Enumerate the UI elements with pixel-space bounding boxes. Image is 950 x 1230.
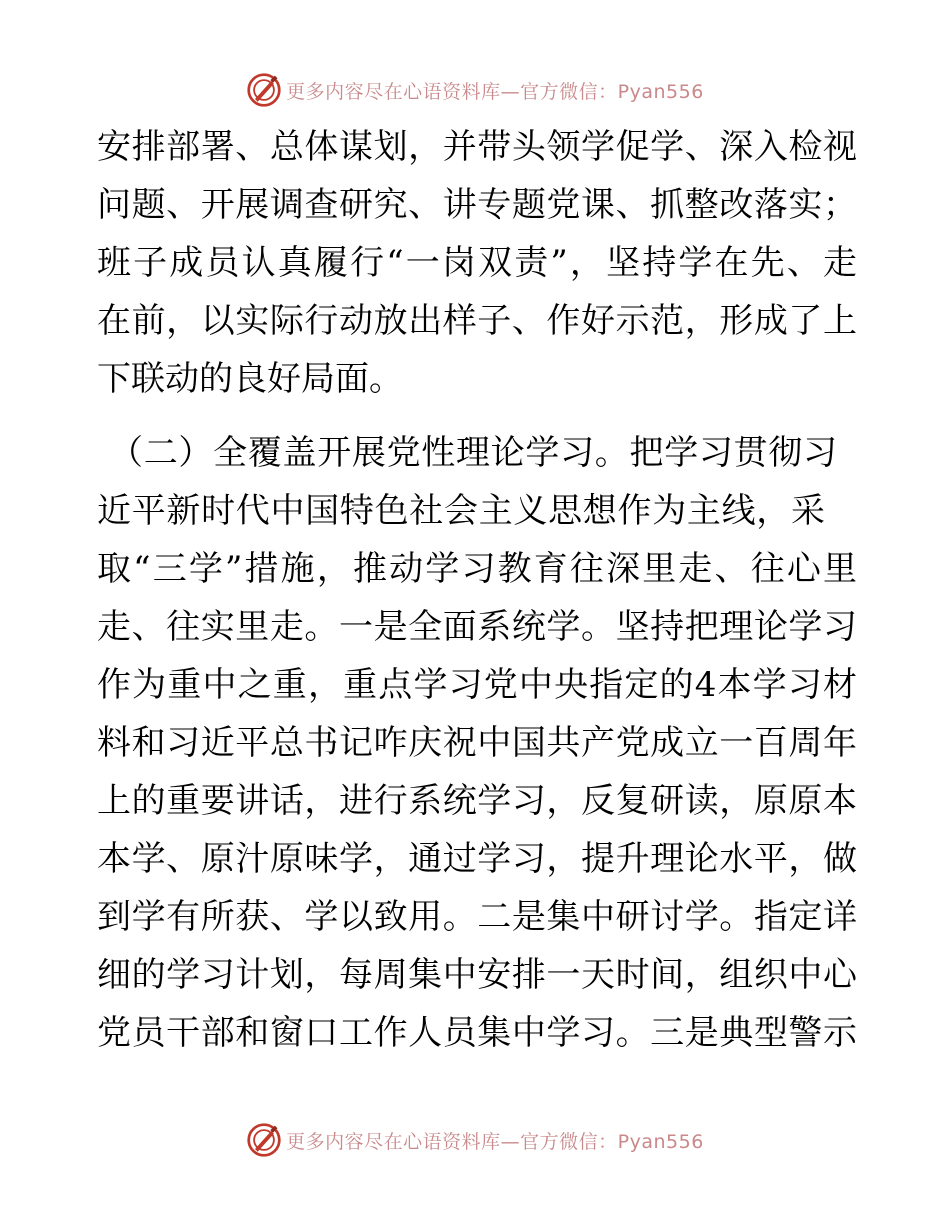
text-line: 本学、原汁原味学，通过学习，提升理论水平，做: [97, 839, 857, 879]
text-line: （二）全覆盖开展党性理论学习。把学习贯彻习: [109, 433, 837, 473]
text-line: 料和习近平总书记咋庆祝中国共产党成立一百周年: [97, 723, 857, 763]
text-line: 近平新时代中国特色社会主义思想作为主线，采: [97, 491, 825, 531]
text-line: 到学有所获、学以致用。二是集中研讨学。指定详: [97, 897, 857, 937]
text-line: 下联动的良好局面。: [97, 359, 403, 399]
text-line: 上的重要讲话，进行系统学习，反复研读，原原本: [97, 781, 857, 821]
text-line: 走、往实里走。一是全面系统学。坚持把理论学习: [97, 607, 857, 647]
text-line: 班子成员认真履行“一岗双责”，坚持学在先、走: [97, 243, 857, 283]
paragraph-2: [97, 424, 857, 1062]
header-banner: [0, 70, 950, 110]
body-text: [97, 118, 857, 1062]
logo-icon: [246, 1122, 282, 1158]
text-line: 在前，以实际行动放出样子、作好示范，形成了上: [97, 301, 857, 341]
footer-banner-text: 更多内容尽在心语资料库—官方微信：Pyan556: [286, 1130, 704, 1153]
text-line: 问题、开展调查研究、讲专题党课、抓整改落实；: [97, 185, 857, 225]
footer-banner: [0, 1120, 950, 1160]
text-line: 安排部署、总体谋划，并带头领学促学、深入检视: [97, 127, 857, 167]
header-banner-text: 更多内容尽在心语资料库—官方微信：Pyan556: [286, 80, 704, 103]
paragraph-1: [97, 118, 857, 408]
logo-icon: [246, 72, 282, 108]
text-line: 取“三学”措施，推动学习教育往深里走、往心里: [97, 549, 857, 589]
text-line: 作为重中之重，重点学习党中央指定的4本学习材: [97, 665, 857, 705]
text-line: 党员干部和窗口工作人员集中学习。三是典型警示: [97, 1013, 857, 1053]
text-line: 细的学习计划，每周集中安排一天时间，组织中心: [97, 955, 857, 995]
